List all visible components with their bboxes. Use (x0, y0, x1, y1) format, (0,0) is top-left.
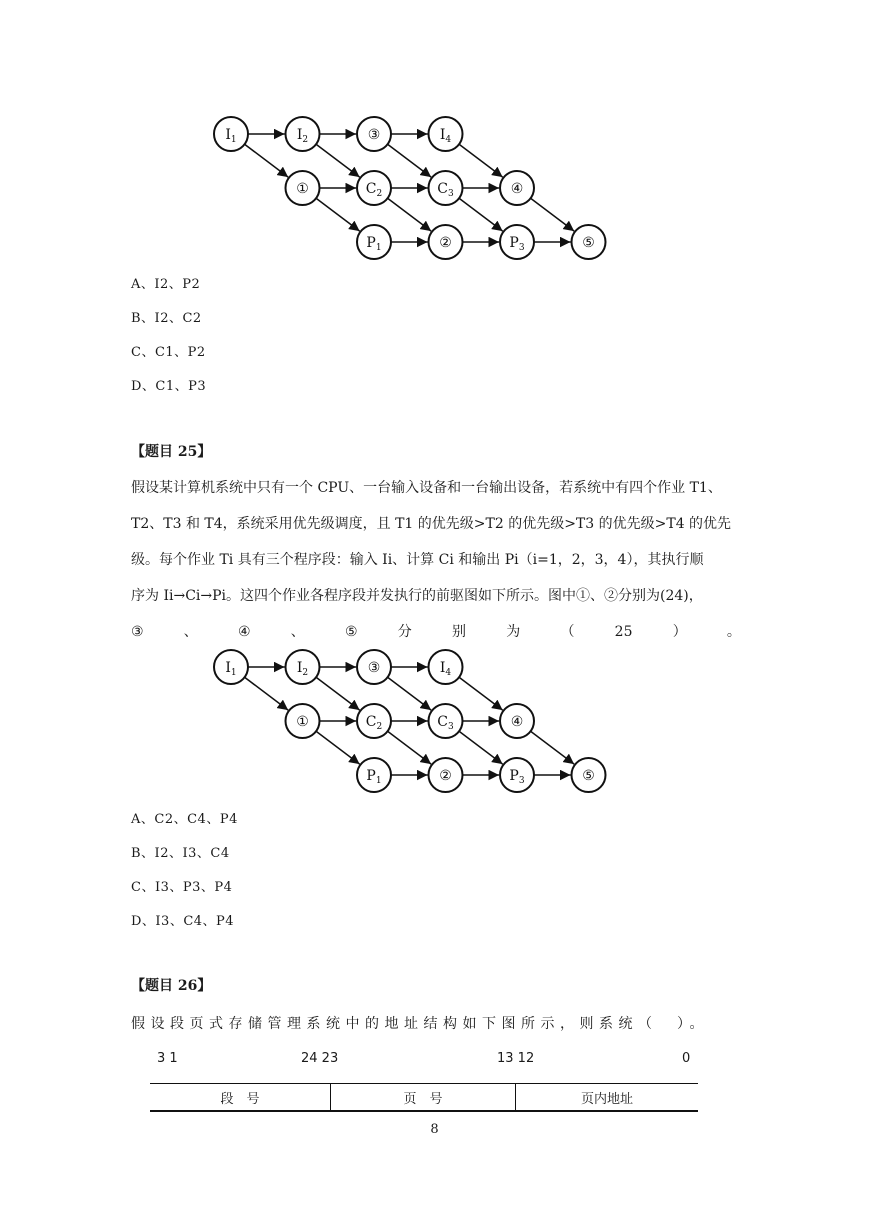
svg-text:①: ① (296, 714, 309, 730)
page-number-field: 页 号 (403, 1091, 443, 1107)
q26-line-1: 假设段页式存储管理系统中的地址结构如下图所示，则系统（ ）。 (131, 1016, 709, 1032)
node-I1 (214, 650, 248, 684)
q24-option-b: B、I2、C2 (131, 311, 202, 326)
edge-n1-P1 (316, 198, 360, 231)
q25-option-c: C、I3、P3、P4 (131, 880, 233, 895)
node-n1 (286, 171, 320, 205)
node-P1 (357, 225, 391, 259)
page-offset-field: 页内地址 (580, 1091, 633, 1107)
q25-line-1: 假设某计算机系统中只有一个 CPU、一台输入设备和一台输出设备，若系统中有四个作业 T1、 (131, 480, 722, 496)
q24-option-c: C、C1、P2 (131, 345, 206, 360)
q25-token: 别 (452, 624, 466, 640)
q25-token: （ (560, 624, 575, 640)
edge-n4-n5 (531, 198, 575, 231)
q26-question-text (131, 1006, 741, 1042)
q25-option-b: B、I2、I3、C4 (131, 846, 230, 861)
svg-text:②: ② (439, 235, 452, 251)
edge-n1-P1 (316, 731, 360, 764)
q25-line-4: 序为 Ii→Ci→Pi。这四个作业各程序段并发执行的前驱图如下所示。图中①、②分别为(24)， (131, 588, 703, 604)
svg-text:P1: $P_1$ (366, 768, 382, 786)
node-n2 (429, 225, 463, 259)
node-P3 (500, 758, 534, 792)
node-I4 (429, 117, 463, 151)
edge-n4-n5 (531, 731, 575, 764)
node-n1 (286, 704, 320, 738)
edge-C3-P3 (459, 731, 503, 764)
svg-text:P1: $P_1$ (366, 235, 382, 253)
address-structure-bar (150, 1083, 698, 1112)
edge-I1-n1 (245, 144, 289, 177)
svg-text:C2: $C_2$ (365, 714, 383, 732)
edge-C2-n2 (388, 731, 432, 764)
svg-text:P3: $P_3$ (509, 235, 525, 253)
edge-I4-n4 (459, 677, 503, 710)
q25-token: 为 (506, 624, 521, 640)
q25-token: 、 (290, 624, 305, 640)
q26-title: 【题目 26】 (131, 978, 212, 994)
node-n4 (500, 704, 534, 738)
svg-text:C2: $C_2$ (365, 181, 383, 199)
edge-n3-C3 (388, 144, 432, 177)
svg-text:③: ③ (367, 660, 381, 676)
node-C3 (429, 171, 463, 205)
node-C2 (357, 171, 391, 205)
node-P3 (500, 225, 534, 259)
q25-title: 【题目 25】 (131, 444, 212, 460)
svg-text:①: ① (296, 181, 309, 197)
edge-I4-n4 (459, 144, 503, 177)
node-n3 (357, 650, 391, 684)
q25-option-a: A、C2、C4、P4 (131, 812, 238, 827)
svg-text:I2: $I_2$ (296, 660, 309, 678)
node-I2 (286, 650, 320, 684)
svg-text:④: ④ (510, 714, 524, 730)
q25-token: ④ (238, 624, 251, 640)
segment-number-field: 段 号 (220, 1091, 260, 1107)
svg-text:④: ④ (510, 181, 524, 197)
svg-text:I4: $I_4$ (439, 127, 452, 145)
address-bit-labels (157, 1051, 697, 1071)
node-C3 (429, 704, 463, 738)
svg-text:C3: $C_3$ (437, 714, 454, 732)
node-I1 (214, 117, 248, 151)
page-number: 8 (430, 1122, 439, 1137)
svg-text:I1: $I_1$ (225, 127, 237, 145)
svg-text:⑤: ⑤ (582, 235, 595, 251)
svg-text:P3: $P_3$ (509, 768, 525, 786)
edge-n3-C3 (388, 677, 432, 710)
bit-0-label: 0 (682, 1051, 691, 1066)
q25-token: 25 (614, 624, 633, 640)
bit-13-12-label: 13 12 (497, 1051, 535, 1066)
edge-C3-P3 (459, 198, 503, 231)
q25-question-text (131, 470, 741, 650)
q25-token: ⑤ (345, 624, 358, 640)
node-n5 (572, 225, 606, 259)
q25-option-d: D、I3、C4、P4 (131, 914, 235, 929)
q25-line-2: T2、T3 和 T4，系统采用优先级调度，且 T1 的优先级>T2 的优先级>T3 的优先级>T4 的优先 (131, 516, 732, 532)
precedence-graph-1-svg (200, 110, 620, 260)
precedence-graph-1 (200, 110, 620, 260)
node-n5 (572, 758, 606, 792)
q25-token: 分 (397, 624, 412, 640)
node-n4 (500, 171, 534, 205)
q24-option-d: D、C1、P3 (131, 379, 207, 394)
svg-text:I1: $I_1$ (225, 660, 237, 678)
bit-31-label: 3 1 (157, 1051, 178, 1066)
edge-I2-C2 (316, 677, 360, 710)
node-I4 (429, 650, 463, 684)
node-n2 (429, 758, 463, 792)
edge-I1-n1 (245, 677, 289, 710)
node-C2 (357, 704, 391, 738)
q25-token: 。 (726, 624, 741, 640)
node-n3 (357, 117, 391, 151)
q25-token: ③ (131, 624, 144, 640)
q25-token: 、 (183, 624, 198, 640)
svg-text:I4: $I_4$ (439, 660, 452, 678)
svg-text:⑤: ⑤ (582, 768, 595, 784)
edge-C2-n2 (388, 198, 432, 231)
precedence-graph-2-svg (200, 643, 620, 793)
node-I2 (286, 117, 320, 151)
q24-option-a: A、I2、P2 (131, 277, 201, 292)
precedence-graph-2 (200, 643, 620, 793)
q25-token: ） (672, 624, 687, 640)
edge-I2-C2 (316, 144, 360, 177)
bit-24-23-label: 24 23 (301, 1051, 339, 1066)
node-P1 (357, 758, 391, 792)
svg-text:③: ③ (367, 127, 381, 143)
svg-text:I2: $I_2$ (296, 127, 309, 145)
svg-text:②: ② (439, 768, 452, 784)
svg-text:C3: $C_3$ (437, 181, 454, 199)
q25-line-3: 级。每个作业 Ti 具有三个程序段：输入 Ii、计算 Ci 和输出 Pi（i=1，2，3，4），其执行顺 (131, 552, 704, 568)
